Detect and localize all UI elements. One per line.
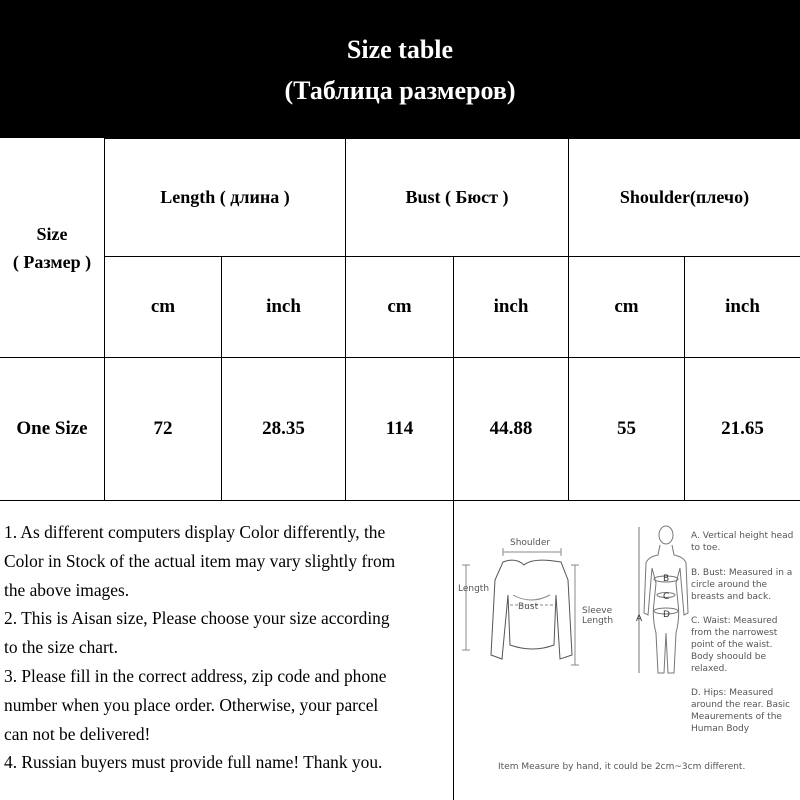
shoulder-inch-value: 21.65 [721, 418, 764, 439]
marker-a: A [636, 614, 643, 624]
note-line: 1. As different computers display Color differently, the [4, 522, 386, 542]
note-line: to the size chart. [4, 637, 118, 658]
shoulder-cm-header: cm [614, 296, 639, 317]
length-inch-value: 28.35 [262, 418, 305, 439]
sleeve-label-2: Length [582, 616, 614, 626]
length-cm-value: 72 [153, 418, 173, 439]
bust-inch-value: 44.88 [489, 418, 533, 439]
legend-b-letter: B. [691, 568, 701, 578]
legend-c [691, 615, 795, 675]
note-line: can not be delivered! [4, 723, 151, 744]
note-line: 2. This is Aisan size, Please choose your size according [4, 608, 390, 629]
length-label: Length [458, 584, 490, 594]
note-line: 3. Please fill in the correct address, zip code and phone [4, 665, 387, 686]
length-inch-header: inch [266, 296, 301, 317]
note-line: Color in Stock of the actual item may vary slightly from [4, 550, 396, 571]
shoulder-cm-value: 55 [617, 418, 636, 439]
sleeve-label-1: Sleeve [582, 606, 613, 616]
title-line-2: (Таблица размеров) [284, 76, 516, 105]
body-figure [636, 523, 696, 683]
length-cm-header: cm [150, 296, 176, 317]
legend-d [691, 687, 795, 735]
bust-inch-header: inch [493, 296, 529, 317]
legend-d-text: Hips: Measured around the rear. Basic Meaurements of the Human Body [691, 688, 791, 734]
legend-c-letter: C. [691, 616, 701, 626]
legend-b-text: Bust: Measured in a circle around the breasts and back. [691, 568, 793, 602]
notes-list [4, 518, 444, 777]
shoulder-inch-header: inch [725, 296, 760, 317]
legend-a [691, 530, 795, 554]
size-header [0, 138, 104, 357]
title-line-1: Size table [346, 35, 454, 64]
legend-a-text: Vertical height head to toe. [691, 531, 794, 553]
legend-a-letter: A. [691, 531, 700, 541]
bust-cm-header: cm [387, 296, 412, 317]
marker-d: D [663, 610, 670, 620]
size-table-title [0, 0, 800, 138]
length-header: Length ( длина ) [160, 186, 290, 207]
note-line: 4. Russian buyers must provide full name! Thank you. [4, 752, 383, 773]
bust-header: Bust ( Бюст ) [405, 186, 509, 207]
measurement-diagram [458, 505, 796, 795]
shoulder-label: Shoulder [510, 538, 551, 548]
measure-footnote: Item Measure by hand, it could be 2cm~3cm different. [498, 762, 746, 772]
bust-cm-value: 114 [385, 418, 414, 439]
legend-c-text: Waist: Measured from the narrowest point of the waist. Body shoould be relaxed. [691, 616, 778, 674]
bust-label: Bust [518, 602, 539, 612]
note-line: the above images. [4, 579, 130, 600]
legend-d-letter: D. [691, 688, 701, 698]
legend-b [691, 567, 795, 603]
marker-c: C [663, 592, 670, 602]
shoulder-header: Shoulder(плечо) [619, 186, 750, 207]
size-header-line-1: Size [36, 223, 68, 244]
marker-b: B [663, 574, 670, 584]
size-value: One Size [16, 418, 88, 439]
note-line: number when you place order. Otherwise, your parcel [4, 694, 379, 715]
size-header-line-2: ( Размер ) [12, 251, 92, 272]
